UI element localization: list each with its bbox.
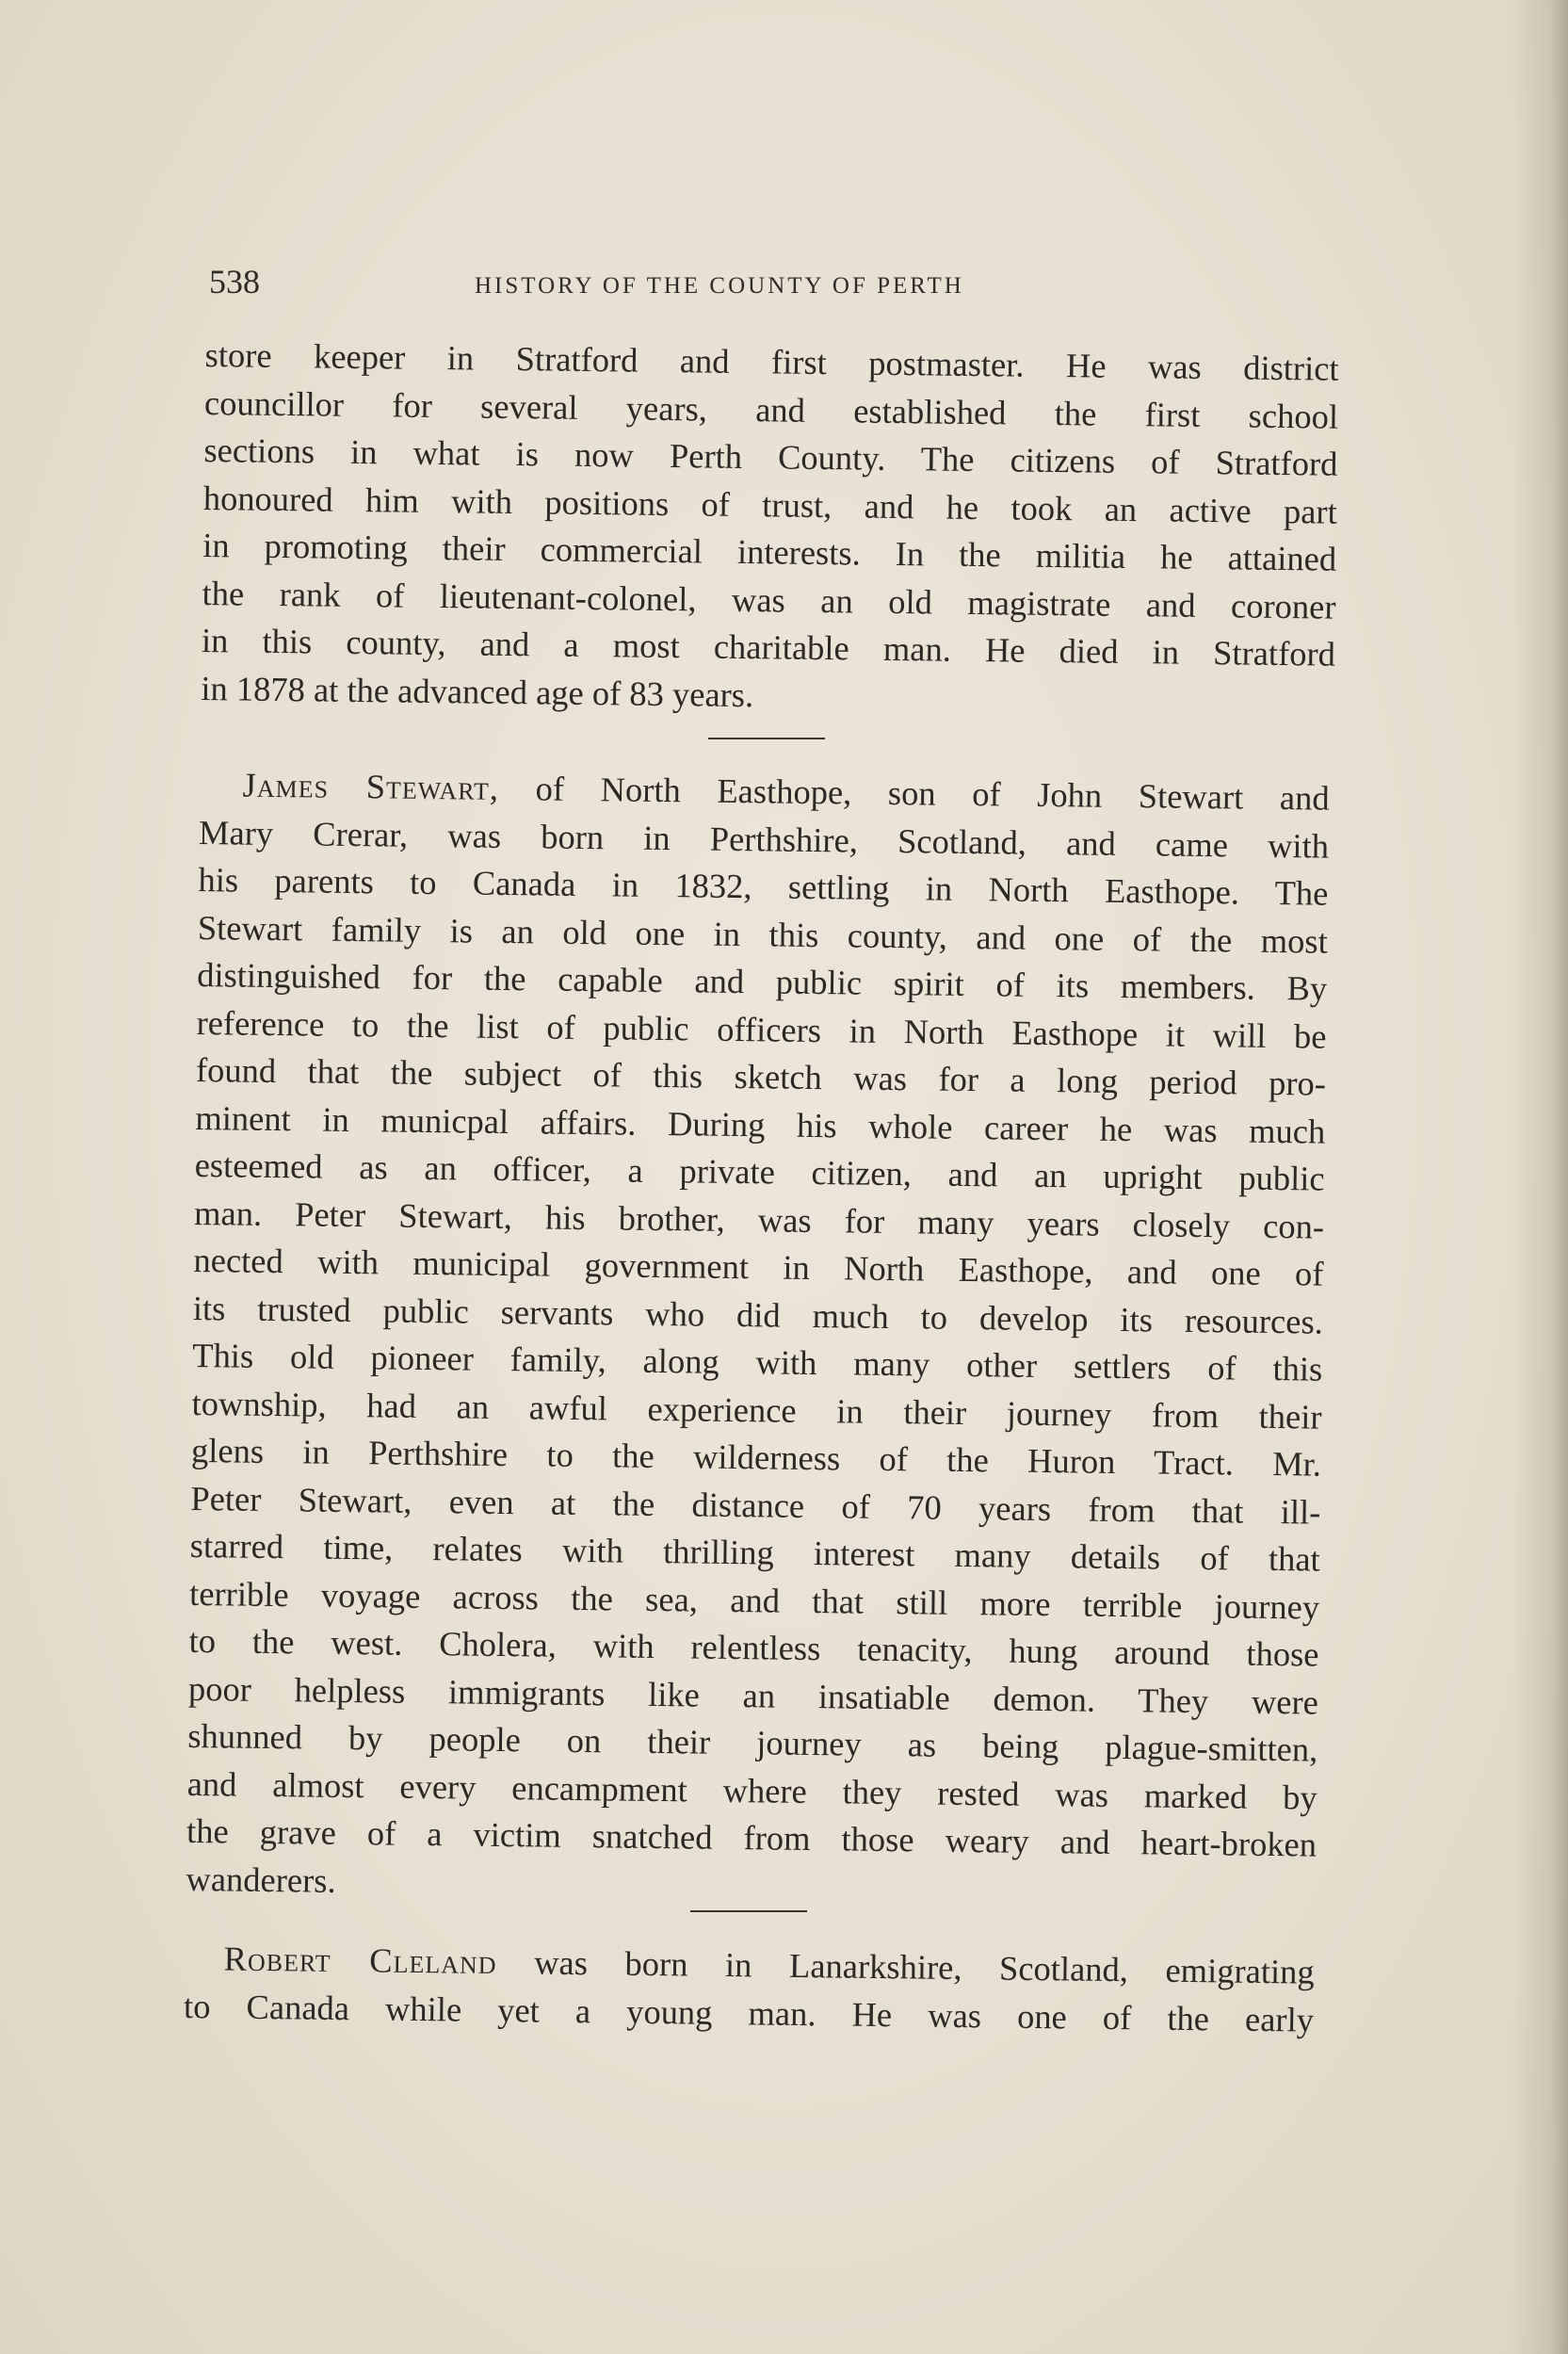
text-line: man. Peter Stewart, his brother, was for many years closely con- xyxy=(193,1193,1325,1246)
subject-name: Robert Cleland xyxy=(223,1939,497,1982)
paragraph-continuation xyxy=(201,332,1339,726)
subject-name: James Stewart, xyxy=(242,765,500,807)
text-line: in promoting their commercial interests. In the militia he attained xyxy=(202,525,1337,578)
text-line: starred time, relates with thrilling interest many details of that xyxy=(189,1525,1320,1579)
text-line: Peter Stewart, even at the distance of 70 years from that ill- xyxy=(190,1478,1321,1532)
text-line: nected with municipal government in North Easthope, and one of xyxy=(193,1240,1324,1293)
text-line-rest: of North Easthope, son of John Stewart and xyxy=(535,769,1330,818)
page-number: 538 xyxy=(209,263,260,300)
text-line: in 1878 at the advanced age of 83 years. xyxy=(201,668,754,714)
text-line: minent in municpal affairs. During his whole career he was much xyxy=(195,1097,1326,1151)
text-line: the rank of lieutenant-colonel, was an old magistrate and coroner xyxy=(202,573,1336,626)
text-line: its trusted public servants who did much to develop its resources. xyxy=(192,1288,1324,1341)
text-line: honoured him with positions of trust, and he took an active part xyxy=(202,478,1338,531)
text-line: reference to the list of public officers in North Easthope it will be xyxy=(196,1002,1327,1056)
running-head: HISTORY OF THE COUNTY OF PERTH xyxy=(475,273,964,299)
section-divider xyxy=(708,738,825,739)
text-line: esteemed as an officer, a private citizen, and an upright public xyxy=(194,1145,1325,1198)
text-line: glens in Perthshire to the wilderness of the Huron Tract. Mr. xyxy=(190,1430,1322,1484)
text-line: shunned by people on their journey as being plague-smitten, xyxy=(187,1715,1318,1769)
text-line: Stewart family is an old one in this county, and one of the most xyxy=(197,907,1329,961)
text-line: councillor for several years, and established the first school xyxy=(203,382,1339,436)
text-line: his parents to Canada in 1832, settling in North Easthope. The xyxy=(198,859,1329,913)
text-line: to the west. Cholera, with relentless tenacity, hung around those xyxy=(188,1620,1319,1674)
text-line: the grave of a victim snatched from those weary and heart-broken xyxy=(186,1810,1317,1864)
text-line: poor helpless immigrants like an insatiable demon. They were xyxy=(187,1668,1319,1722)
text-line: found that the subject of this sketch was for a long period pro- xyxy=(195,1049,1327,1103)
text-line: wanderers. xyxy=(186,1859,336,1900)
text-line: distinguished for the capable and public spirit of its members. By xyxy=(196,954,1328,1008)
page-edge-shadow xyxy=(1511,0,1568,2354)
section-divider xyxy=(690,1910,807,1912)
text-line: and almost every encampment where they rested was marked by xyxy=(186,1763,1317,1817)
text-line: in this county, and a most charitable man. He died in Stratford xyxy=(201,620,1336,674)
paragraph-james-stewart xyxy=(186,761,1330,1917)
paragraph-robert-cleland xyxy=(184,1935,1315,2044)
text-line: sections in what is now Perth County. The citizens of Stratford xyxy=(203,430,1338,483)
page-header xyxy=(209,262,1339,309)
text-line: to Canada while yet a young man. He was one of the early xyxy=(183,1986,1315,2039)
text-line: This old pioneer family, along with many other settlers of this xyxy=(192,1335,1323,1388)
text-line: township, had an awful experience in their journey from their xyxy=(191,1383,1322,1437)
text-line: store keeper in Stratford and first postmaster. He was district xyxy=(204,334,1339,388)
text-line-rest: was born in Lanarkshire, Scotland, emigrating xyxy=(533,1942,1315,1991)
text-line: Mary Crerar, was born in Perthshire, Scotland, and came with xyxy=(198,812,1330,866)
text-line: terrible voyage across the sea, and that still more terrible journey xyxy=(188,1573,1320,1627)
